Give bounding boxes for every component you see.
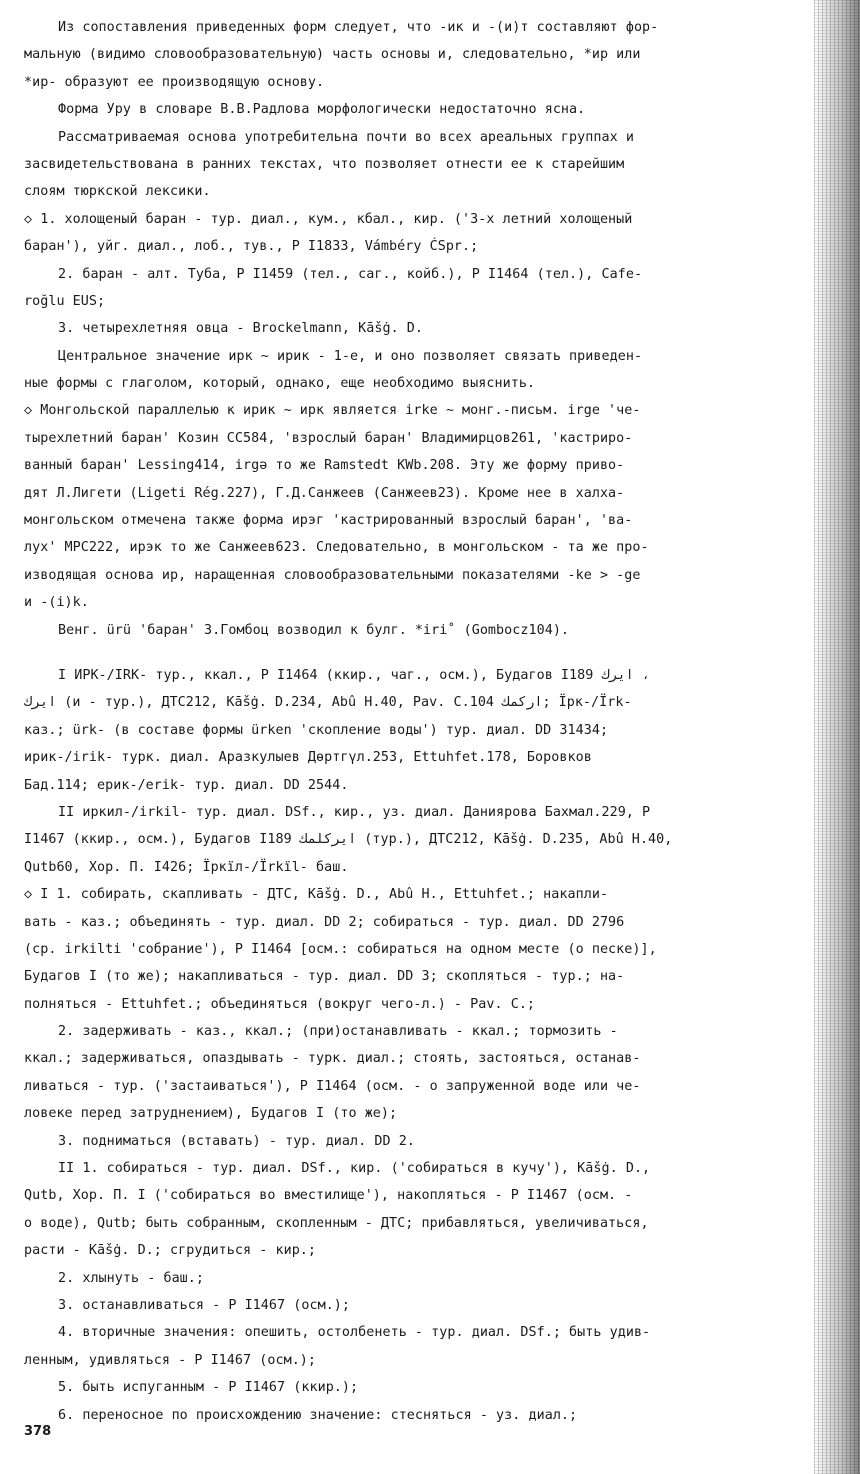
text-line: о воде), Qutb; быть собранным, скопленным - ДТС; прибавляться, увеличиваться,	[24, 1215, 649, 1231]
text-line: ливаться - тур. ('застаиваться'), Р I1464 (осм. - о запруженной воде или че-	[24, 1078, 641, 1094]
text-line: расти - Kāšġ. D.; сгрудиться - кир.;	[24, 1243, 317, 1259]
text-line: ные формы с глаголом, который, однако, еще необходимо выяснить.	[24, 376, 536, 392]
text-line: ловеке перед затруднением), Будагов I (то же);	[24, 1106, 398, 1122]
paragraph-gap	[24, 644, 824, 662]
text-line: Qutb, Хор. П. I ('собираться во вместилище'), накопляться - Р I1467 (осм. -	[24, 1188, 633, 1204]
text-line: ванный баран' Lessing414, irgə то же Ramstedt KWb.208. Эту же форму приво-	[24, 458, 625, 474]
text-line: изводящая основа ир, наращенная словообразовательными показателями -ke > -ge	[24, 567, 641, 583]
text-line: Рассматриваемая основа употребительна почти во всех ареальных группах и	[58, 129, 634, 145]
text-line: вать - каз.; объединять - тур. диал. DD 2; собираться - тур. диал. DD 2796	[24, 914, 625, 930]
text-line: 3. останавливаться - Р I1467 (осм.);	[58, 1297, 351, 1313]
text-line: баран'), уйг. диал., лоб., тув., Р I1833, Vámbéry ĆSpr.;	[24, 239, 479, 255]
text-line: 4. вторичные значения: опешить, остолбенеть - тур. диал. DSf.; быть удив-	[58, 1325, 651, 1341]
text-line: 3. четырехлетняя овца - Brockelmann, Kāšġ. D.	[58, 321, 424, 337]
document-body	[24, 14, 824, 1429]
text-line: ◇ I 1. собирать, скапливать - ДТС, Kāšġ. D., Abû H., Ettuhfet.; накапли-	[24, 887, 609, 903]
page-number: 378	[24, 1424, 52, 1439]
text-line: лух' МРС222, ирэк то же Санжеев623. Следовательно, в монгольском - та же про-	[24, 540, 649, 556]
text-line: 2. задерживать - каз., ккал.; (при)останавливать - ккал.; тормозить -	[58, 1024, 618, 1040]
text-line: 6. переносное по происхождению значение: стесняться - уз. диал.;	[58, 1407, 578, 1423]
text-line: ккал.; задерживаться, опаздывать - турк. диал.; стоять, застояться, останав-	[24, 1051, 641, 1067]
text-line: I ИРК-/IRK- тур., ккал., Р I1464 (ккир., чаг., осм.), Будагов I189 ایرك ،	[58, 667, 650, 683]
text-line: I1467 (ккир., осм.), Будагов I189 ايرکلمك (тур.), ДТС212, Kāšġ. D.235, Abû H.40,	[24, 832, 673, 848]
text-line: Из сопоставления приведенных форм следует, что -ик и -(и)т составляют фор-	[58, 20, 659, 35]
text-line: дят Л.Лигети (Ligeti Rég.227), Г.Д.Санжеев (Санжеев23). Кроме нее в халха-	[24, 485, 625, 501]
text-line: *ир- образуют ее производящую основу.	[24, 74, 325, 90]
text-line: Будагов I (то же); накапливаться - тур. диал. DD 3; скопляться - тур.; на-	[24, 969, 625, 985]
text-line: Венг. ürü 'баран' З.Гомбоц возводил к булг. *iri˚ (Gombocz104).	[58, 622, 570, 638]
text-line: засвидетельствована в ранних текстах, что позволяет отнести ее к старейшим	[24, 156, 625, 172]
text-line: полняться - Ettuhfet.; объединяться (вокруг чего-л.) - Pav. C.;	[24, 996, 536, 1012]
text-line: 2. баран - алт. Туба, Р I1459 (тел., саг., койб.), Р I1464 (тел.), Cafe-	[58, 266, 643, 282]
text-line: и -(i)k.	[24, 595, 89, 611]
text-line: каз.; ürk- (в составе формы ürken 'скопление воды') тур. диал. DD 31434;	[24, 722, 609, 738]
text-line: тырехлетний баран' Козин СС584, 'взрослый баран' Владимирцов261, 'кастриро-	[24, 430, 633, 446]
text-line: 5. быть испуганным - Р I1467 (ккир.);	[58, 1380, 359, 1396]
text-line: слоям тюркской лексики.	[24, 184, 211, 200]
text-line: монгольском отмечена также форма ирэг 'кастрированный взрослый баран', 'ва-	[24, 513, 633, 529]
text-line: ирик-/irik- турк. диал. Аразкулыев Дөртгүл.253, Ettuhfet.178, Боровков	[24, 750, 592, 766]
text-line: (ср. irkilti 'собрание'), Р I1464 [осм.: собираться на одном месте (о песке)],	[24, 941, 657, 957]
text-line: II 1. собираться - тур. диал. DSf., кир. ('собираться в кучу'), Kāšġ. D.,	[58, 1161, 651, 1177]
text-line: 3. подниматься (вставать) - тур. диал. DD 2.	[58, 1133, 415, 1149]
text-line: II иркил-/irkil- тур. диал. DSf., кир., уз. диал. Даниярова Бахмал.229, Р	[58, 804, 651, 820]
text-line: ايرك (и - тур.), ДТС212, Kāšġ. D.234, Abû H.40, Pav. C.104 اركمك; Ïрк-/Ïrk-	[24, 695, 632, 711]
text-line: Форма Уру в словаре В.В.Радлова морфологически недостаточно ясна.	[58, 102, 586, 118]
text-line: ленным, удивляться - Р I1467 (осм.);	[24, 1352, 317, 1368]
text-line: мальную (видимо словообразовательную) часть основы и, следовательно, *ир или	[24, 47, 641, 63]
text-line: ◇ 1. холощеный баран - тур. диал., кум., кбал., кир. ('3-х летний холощеный	[24, 211, 633, 227]
text-line: Qutb60, Хор. П. I426; Ïркїл-/Ïrkïl- баш.	[24, 859, 349, 875]
text-line: Бад.114; ерик-/erik- тур. диал. DD 2544.	[24, 777, 349, 793]
text-line: 2. хлынуть - баш.;	[58, 1270, 205, 1286]
text-line: ◇ Монгольской параллелью к ирик ~ ирк является irke ~ монг.-письм. irge 'че-	[24, 403, 641, 419]
text-line: roğlu EUS;	[24, 293, 106, 309]
text-line: Центральное значение ирк ~ ирик - 1-е, и оно позволяет связать приведен-	[58, 348, 643, 364]
